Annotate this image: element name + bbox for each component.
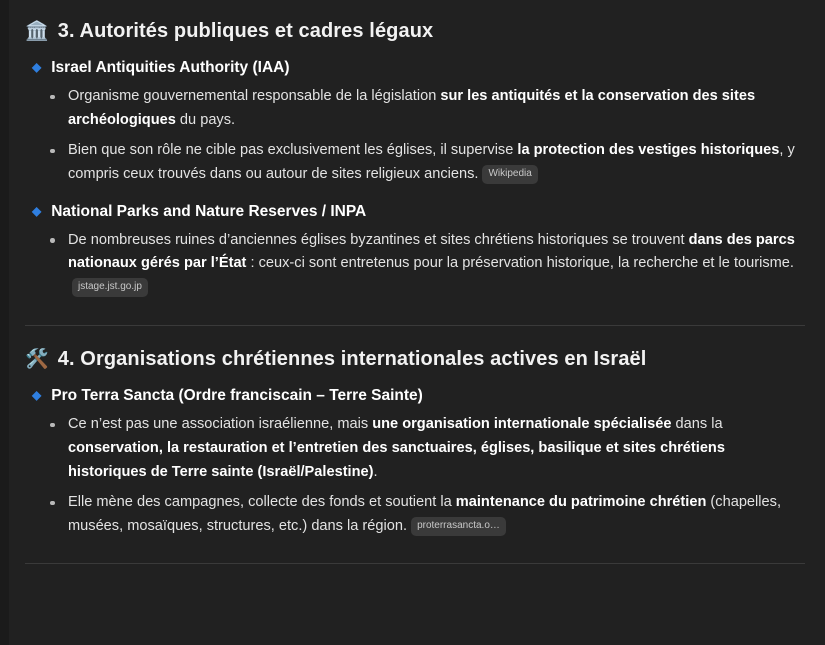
blue-diamond-icon: ◆ bbox=[32, 60, 42, 74]
section-divider bbox=[25, 325, 805, 326]
blue-diamond-icon: ◆ bbox=[32, 203, 42, 218]
list-item: Organisme gouvernemental responsable de la législation sur les antiquités et la conservation des sites archéologiques du pays. bbox=[41, 85, 805, 132]
emphasis-text: sur les antiquités et la conservation des sites archéologiques bbox=[68, 88, 756, 128]
section-divider bbox=[25, 563, 805, 564]
section-heading-label: 3. Autorités publiques et cadres légaux bbox=[57, 20, 434, 42]
bullet-list bbox=[25, 85, 805, 187]
classical-building-emoji: 🏛️ bbox=[25, 21, 49, 42]
list-item: Ce n’est pas une association israélienne, mais une organisation internationale spécialisée dans la conservation, la restauration et l’entretien des sanctuaires, églises, basilique et sites chrétiens historiques de Terre sainte (Israël/Palestine). bbox=[41, 413, 805, 484]
subsection-heading bbox=[32, 387, 805, 405]
section-heading-label: 4. Organisations chrétiennes internationales actives en Israël bbox=[57, 348, 647, 371]
section-heading bbox=[25, 348, 805, 371]
subsection-heading bbox=[32, 203, 805, 221]
hammer-and-wrench-emoji: 🛠️ bbox=[25, 349, 49, 371]
bullet-list bbox=[25, 229, 805, 300]
document-content bbox=[25, 20, 805, 564]
emphasis-text: la protection des vestiges historiques bbox=[517, 142, 780, 159]
section-heading bbox=[25, 20, 805, 43]
list-item: Bien que son rôle ne cible pas exclusivement les églises, il supervise la protection des vestiges historiques, y compris ceux trouvés dans ou autour de sites religieux anciens. Wikipedia bbox=[41, 139, 805, 186]
blue-diamond-icon: ◆ bbox=[32, 388, 42, 403]
bullet-list bbox=[25, 413, 805, 538]
left-rail bbox=[0, 0, 9, 645]
citation-chip[interactable]: proterrasancta.o… bbox=[411, 517, 506, 536]
list-item: De nombreuses ruines d’anciennes églises byzantines et sites chrétiens historiques se trouvent dans des parcs nationaux gérés par l’État : ceux-ci sont entretenus pour la préservation historique, la recherche et le tourisme.jstage.jst.go.jp bbox=[41, 229, 805, 300]
subsection-heading-label: Pro Terra Sancta (Ordre franciscain – Terre Sainte) bbox=[51, 387, 423, 405]
citation-chip[interactable]: jstage.jst.go.jp bbox=[72, 278, 148, 297]
emphasis-text: dans des parcs nationaux gérés par l’État bbox=[68, 231, 795, 272]
subsection-heading bbox=[32, 59, 805, 77]
list-item: Elle mène des campagnes, collecte des fonds et soutient la maintenance du patrimoine chrétien (chapelles, musées, mosaïques, structures, etc.) dans la région. proterrasancta.o… bbox=[41, 491, 805, 538]
citation-chip[interactable]: Wikipedia bbox=[482, 165, 537, 184]
emphasis-text: conservation, la restauration et l’entretien des sanctuaires, églises, basilique et sites chrétiens historiques de Terre sainte (Israël/Palestine) bbox=[68, 440, 725, 480]
subsection-heading-label: Israel Antiquities Authority (IAA) bbox=[51, 59, 290, 76]
emphasis-text: une organisation internationale spécialisée bbox=[372, 416, 672, 433]
emphasis-text: maintenance du patrimoine chrétien bbox=[455, 494, 707, 511]
subsection-heading-label: National Parks and Nature Reserves / INPA bbox=[51, 202, 367, 220]
